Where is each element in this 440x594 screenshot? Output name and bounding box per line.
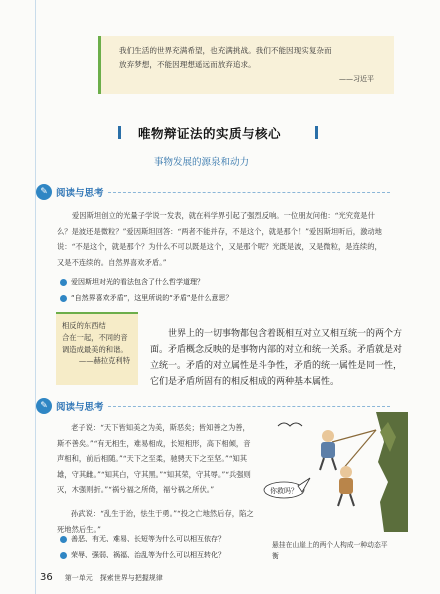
read-think-header-1 (36, 184, 104, 200)
speech-bubble-text: 你救吗？ (270, 487, 298, 495)
page-number: 36 (40, 572, 53, 583)
question-item-1 (60, 277, 204, 287)
quote-line-2: 放弃梦想，不能因理想遥远而放弃追求。 (119, 60, 256, 69)
rope-line-top (332, 430, 376, 442)
title-bar-left (118, 126, 121, 139)
einstein-paragraph: 爱因斯坦创立的光量子学说一发表，就在科学界引起了强烈反响。一位朋友问他：“光究竟是什么？是波还是微粒？”爱因斯坦回答：“两者不能并存，不是这个，就是那个！”爱因斯坦听后，激动地说：“不是这个，就是那个？为什么不可以既是这个，又是那个呢？光既是波，又是微粒，是连续的，又是不连续的。自然界喜欢矛盾。” (57, 211, 382, 267)
side-quote-line-2: 合在一起，不同的音 (62, 333, 128, 342)
book-icon: ✎ (36, 184, 52, 200)
quote-box (98, 36, 394, 94)
question-text-1: 爱因斯坦对光的看法包含了什么哲学道理？ (71, 278, 204, 286)
rope-line (342, 430, 376, 470)
question-item-4 (60, 550, 225, 560)
question-item-2 (60, 293, 233, 303)
main-paragraph: 世界上的一切事物都包含着既相互对立又相互统一的两个方面。矛盾概念反映的是事物内部的对立和统一关系。矛盾就是对立统一。矛盾的对立属性是斗争性，矛盾的统一属性是同一性，它们是矛盾所固有的相反相成的两种基本属性。 (150, 329, 403, 387)
illustration-caption: 悬挂在山崖上的两个人构成一种动态平衡 (272, 541, 388, 560)
bullet-icon (60, 552, 67, 559)
figure-body-1 (321, 442, 335, 458)
margin-guide-line (35, 0, 36, 594)
read-think-label-1: 阅读与思考 (56, 188, 104, 199)
question-text-3: 善恶、有无、难易、长短等为什么可以相互依存？ (71, 535, 225, 543)
figure-head-1 (322, 430, 334, 442)
figure-body-2 (339, 478, 353, 494)
section-divider-1 (108, 192, 390, 194)
question-item-3 (60, 534, 225, 544)
title-bar-right (315, 126, 318, 139)
figure-leg-2a (338, 494, 342, 506)
figure-leg-2b (350, 494, 354, 506)
side-quote-line-1: 相反的东西结 (62, 321, 106, 330)
side-quote-line-3: 调造成最美的和谐。 (62, 345, 128, 354)
figure-leg-1b (332, 458, 336, 470)
read-think-label-2: 阅读与思考 (56, 402, 104, 413)
laozi-paragraph: 老子说：“天下皆知美之为美，斯恶矣；皆知善之为善，斯不善矣。”“有无相生，难易相成，长短相形，高下相倾，音声相和，前后相随。”“天下之至柔，驰骋天下之至坚。”“知其雄，守其雌。”“知其白，守其黑。”“知其荣，守其辱。”“兵强则灭，木强则折。”“祸兮福之所倚，福兮祸之所伏。” (57, 423, 251, 494)
figure-head-2 (340, 466, 352, 478)
section-title-bar (118, 124, 318, 142)
section-divider-2 (108, 406, 390, 408)
figure-leg-1a (320, 458, 324, 470)
quote-line-1: 我们生活的世界充满希望，也充满挑战。我们不能因现实复杂而 (119, 46, 332, 55)
question-text-4: 荣辱、强弱、祸福、治乱等为什么可以相互转化？ (71, 551, 225, 559)
bullet-icon (60, 536, 67, 543)
side-quote-source: ——赫拉克利特 (78, 356, 130, 365)
side-quote-box (56, 312, 138, 385)
cliff-illustration (258, 412, 408, 532)
sunwu-paragraph: 孙武说：“乱生于治，怯生于勇。”“投之亡地然后存，陷之死地然后生。” (57, 509, 254, 534)
question-text-2: “自然界喜欢矛盾”，这里所说的“矛盾”是什么意思？ (71, 294, 233, 302)
bird-icon (278, 423, 302, 426)
quote-source: ——习近平 (339, 75, 374, 83)
read-think-header-2 (36, 398, 104, 414)
page-footer (40, 572, 163, 583)
book-icon: ✎ (36, 398, 52, 414)
bullet-icon (60, 295, 67, 302)
bullet-icon (60, 279, 67, 286)
footer-unit-text: 第一单元 探索世界与把握规律 (64, 574, 163, 582)
section-title: 唯物辩证法的实质与核心 (138, 126, 282, 141)
section-subtitle: 事物发展的源泉和动力 (154, 157, 250, 168)
